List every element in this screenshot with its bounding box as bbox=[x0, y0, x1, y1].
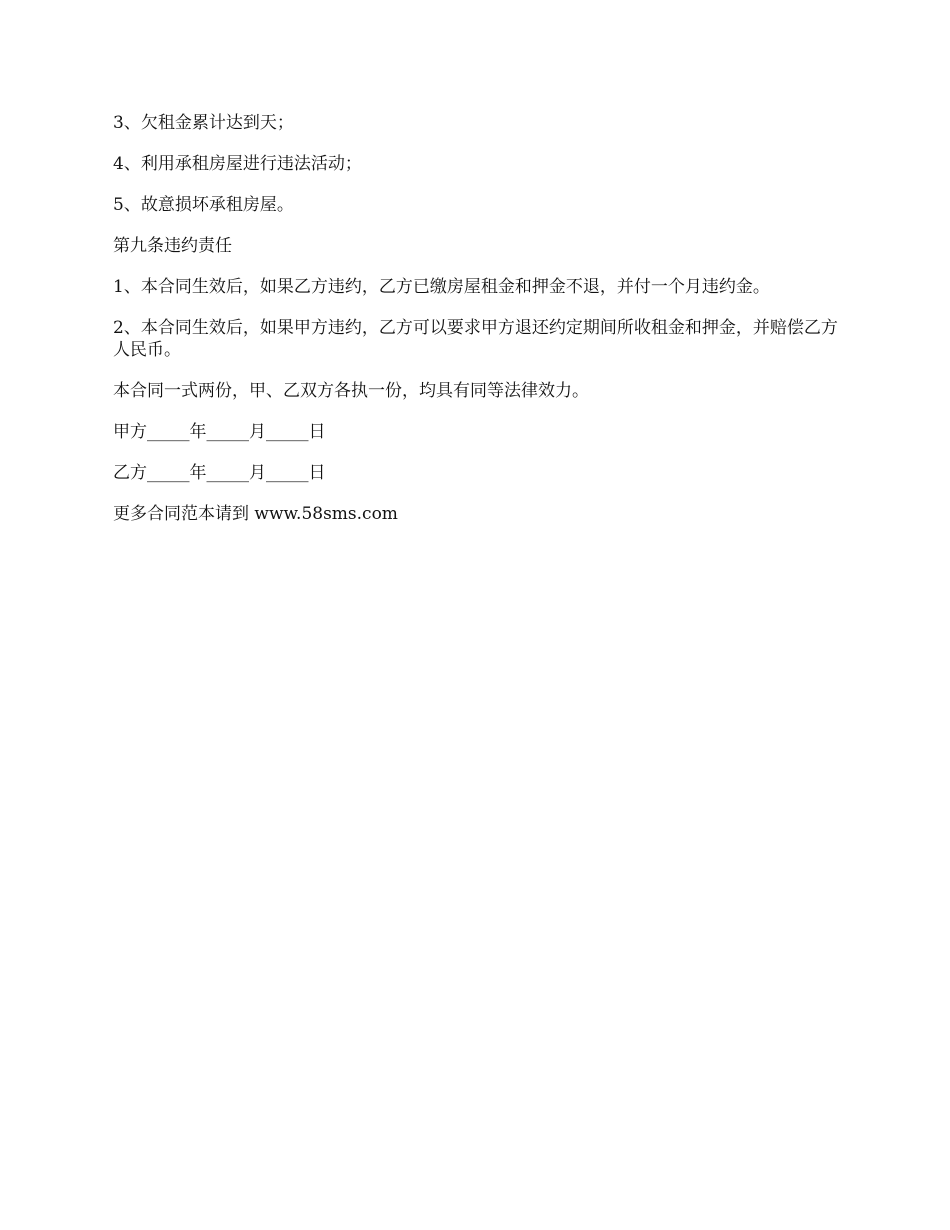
party-a-signature-line: 甲方_____年_____月_____日 bbox=[113, 422, 326, 442]
clause-item-3: 3、欠租金累计达到天； bbox=[113, 113, 294, 133]
liability-item-1: 1、本合同生效后，如果乙方违约，乙方已缴房屋租金和押金不退，并付一个月违约金。 bbox=[113, 277, 770, 297]
party-b-signature-line: 乙方_____年_____月_____日 bbox=[113, 463, 326, 483]
document-body bbox=[113, 112, 838, 544]
liability-item-2: 2、本合同生效后，如果甲方违约，乙方可以要求甲方退还约定期间所收租金和押金，并赔偿乙方人民币。 bbox=[113, 318, 838, 360]
clause-item-5: 5、故意损坏承租房屋。 bbox=[113, 195, 294, 215]
section-heading: 第九条违约责任 bbox=[113, 236, 232, 256]
clause-item-4: 4、利用承租房屋进行违法活动； bbox=[113, 154, 362, 174]
footer-website-note: 更多合同范本请到 www.58sms.com bbox=[113, 504, 398, 524]
copies-statement: 本合同一式两份，甲、乙双方各执一份，均具有同等法律效力。 bbox=[113, 381, 589, 401]
